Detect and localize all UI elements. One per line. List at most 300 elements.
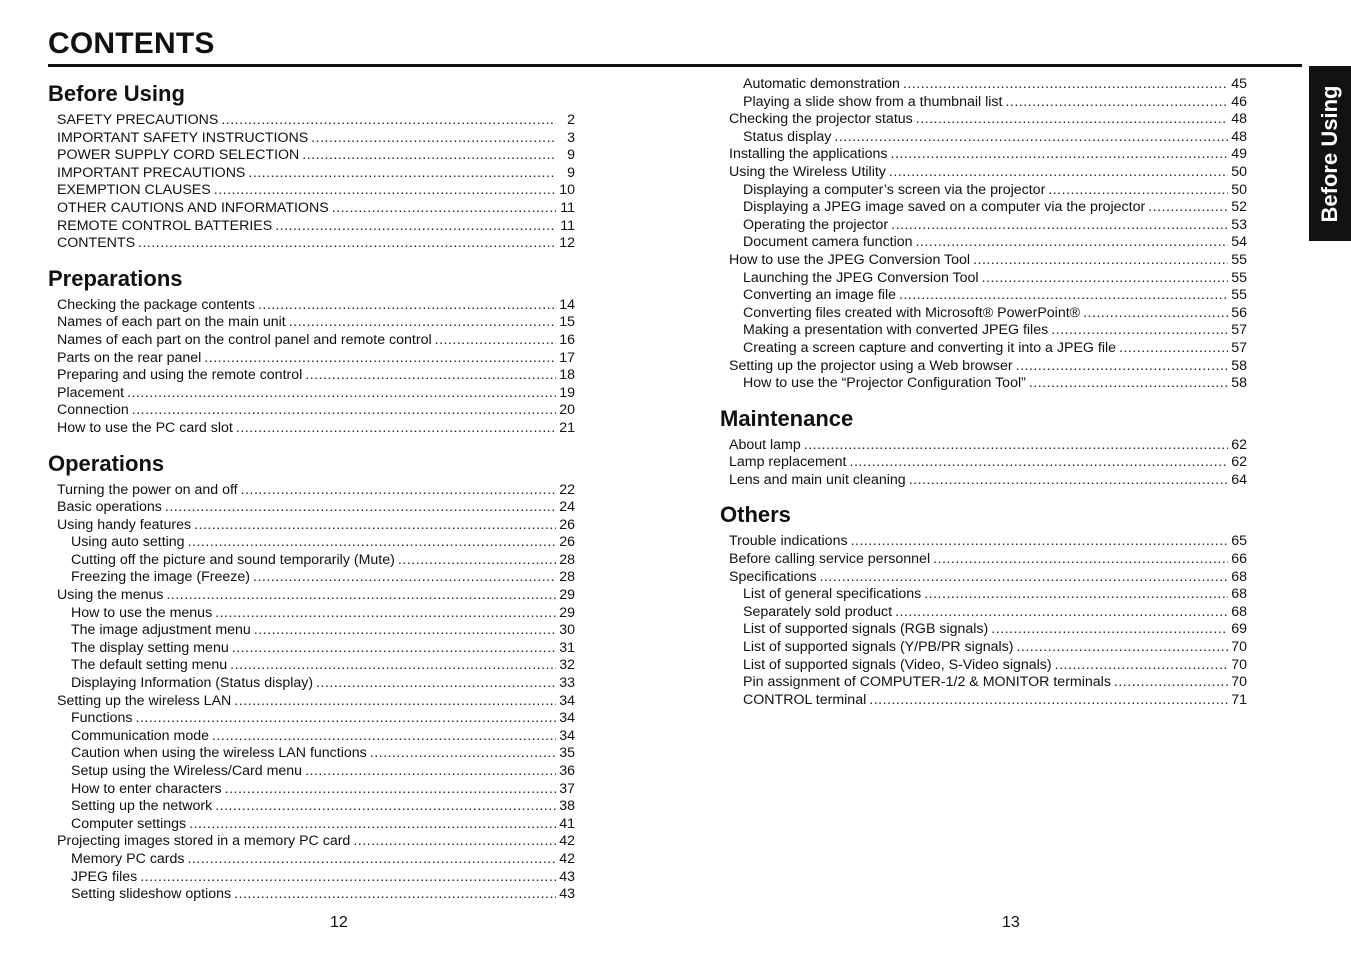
toc-entry[interactable] [48,886,575,904]
toc-entry-label: Using the menus [57,587,164,604]
dot-leader [214,182,556,200]
toc-entry-page: 14 [559,296,575,313]
toc-entry-label: Cutting off the picture and sound temporarily (Mute) [71,551,395,568]
toc-entry-label: Basic operations [57,499,162,516]
toc-entry-list [48,112,575,253]
toc-entry[interactable] [720,639,1247,657]
dot-leader [275,218,556,236]
dot-leader [136,710,556,728]
toc-entry-label: List of supported signals (Video, S-Video signals) [743,656,1052,673]
toc-entry-page: 26 [559,516,575,533]
toc-entry-list [48,297,575,438]
dot-leader [1148,199,1228,217]
dot-leader [232,640,556,658]
toc-entry-page: 64 [1231,471,1247,488]
dot-leader [1029,375,1228,393]
toc-entry[interactable] [48,657,575,675]
toc-entry[interactable] [48,182,575,200]
toc-entry[interactable] [720,322,1247,340]
toc-entry[interactable] [720,111,1247,129]
toc-entry[interactable] [720,604,1247,622]
toc-entry-label: About lamp [729,436,801,453]
toc-entry-page: 30 [559,622,575,639]
dot-leader [165,499,556,517]
toc-entry-page: 53 [1231,216,1247,233]
toc-entry-label: Creating a screen capture and converting it into a JPEG file [743,339,1117,356]
toc-entry-page: 34 [559,710,575,727]
section-heading-operations: Operations [48,450,165,476]
toc-entry[interactable] [48,534,575,552]
toc-entry[interactable] [48,816,575,834]
toc-entry-page: 37 [559,780,575,797]
toc-entry-label: How to use the “Projector Configuration Tool” [743,375,1026,392]
dot-leader [973,252,1228,270]
toc-entry-page: 22 [559,481,575,498]
toc-entry-label: The image adjustment menu [71,622,251,639]
toc-entry-page: 62 [1231,436,1247,453]
toc-entry-label: Caution when using the wireless LAN functions [71,745,367,762]
section-heading-preparations: Preparations [48,265,183,291]
dot-leader [189,816,556,834]
toc-entry-page: 50 [1231,163,1247,180]
toc-entry[interactable] [48,833,575,851]
toc-entry-label: Setting up the projector using a Web browser [729,357,1013,374]
dot-leader [305,763,556,781]
toc-entry-label: Projecting images stored in a memory PC card [57,833,351,850]
toc-entry-label: The default setting menu [71,657,228,674]
toc-entry-label: IMPORTANT SAFETY INSTRUCTIONS [57,129,309,146]
title-rule [48,64,1302,67]
toc-entry[interactable] [48,622,575,640]
toc-entry[interactable] [48,165,575,183]
toc-entry[interactable] [48,517,575,535]
toc-entry-page: 50 [1231,181,1247,198]
toc-entry-page: 38 [559,798,575,815]
toc-entry[interactable] [720,164,1247,182]
dot-leader [254,622,556,640]
toc-entry[interactable] [48,869,575,887]
toc-entry-page: 11 [560,217,575,234]
toc-entry-label: Operating the projector [743,216,889,233]
toc-entry-label: List of supported signals (RGB signals) [743,621,989,638]
toc-entry-page: 32 [559,657,575,674]
dot-leader [903,76,1228,94]
dot-leader [916,234,1228,252]
toc-entry-page: 48 [1231,111,1247,128]
toc-entry-label: Document camera function [743,234,913,251]
dot-leader [311,130,556,148]
dot-leader [215,605,556,623]
toc-entry-label: Playing a slide show from a thumbnail list [743,93,1003,110]
toc-entry-list [720,437,1247,490]
toc-entry-page: 43 [559,886,575,903]
toc-entry-label: Names of each part on the control panel and remote control [57,331,432,348]
toc-entry[interactable] [48,798,575,816]
dot-leader [891,217,1228,235]
toc-entry-page: 69 [1231,621,1247,638]
toc-entry-page: 58 [1231,357,1247,374]
toc-entry[interactable] [48,420,575,438]
dot-leader [248,165,556,183]
toc-entry[interactable] [48,710,575,728]
dot-leader [212,728,556,746]
toc-entry[interactable] [48,569,575,587]
toc-entry-page: 70 [1231,674,1247,691]
dot-leader [332,200,556,218]
toc-entry[interactable] [720,657,1247,675]
toc-entry-page: 29 [559,604,575,621]
dot-leader [234,693,556,711]
toc-entry[interactable] [720,533,1247,551]
dot-leader [899,287,1228,305]
toc-entry-page: 66 [1231,551,1247,568]
toc-entry[interactable] [48,147,575,165]
page-number-left: 12 [330,914,348,931]
page-number-right: 13 [1002,914,1020,931]
toc-entry[interactable] [48,763,575,781]
dot-leader [1048,182,1228,200]
dot-leader [1005,94,1228,112]
dot-leader [132,402,556,420]
dot-leader [258,297,556,315]
dot-leader [215,798,556,816]
toc-entry-page: 65 [1231,533,1247,550]
dot-leader [924,586,1228,604]
toc-entry-label: Setting up the wireless LAN [57,692,232,709]
toc-right-column [720,76,1247,721]
toc-entry-label: CONTROL terminal [743,691,867,708]
toc-entry-label: Lamp replacement [729,454,847,471]
toc-entry-label: Displaying a JPEG image saved on a computer via the projector [743,199,1146,216]
toc-entry-page: 70 [1231,639,1247,656]
toc-entry-label: Computer settings [71,815,187,832]
dot-leader [370,745,556,763]
toc-entry-page: 71 [1231,691,1247,708]
toc-entry-page: 55 [1231,269,1247,286]
toc-entry-page: 54 [1231,234,1247,251]
toc-entry-page: 12 [559,235,575,252]
toc-entry-label: REMOTE CONTROL BATTERIES [57,217,273,234]
dot-leader [188,851,556,869]
dot-leader [1055,657,1228,675]
dot-leader [398,552,556,570]
toc-entry-page: 57 [1231,322,1247,339]
toc-entry-label: Separately sold product [743,603,893,620]
dot-leader [127,385,556,403]
toc-entry-label: Parts on the rear panel [57,349,202,366]
toc-entry-page: 36 [559,763,575,779]
toc-entry-label: How to use the menus [71,604,213,621]
toc-entry-label: JPEG files [71,868,138,885]
toc-entry[interactable] [720,621,1247,639]
dot-leader [1051,322,1228,340]
toc-entry[interactable] [720,76,1247,94]
toc-entry[interactable] [48,587,575,605]
toc-entry-page: 19 [559,384,575,401]
toc-entry-label: Checking the projector status [729,111,913,128]
toc-entry-label: Lens and main unit cleaning [729,471,906,488]
toc-entry[interactable] [720,146,1247,164]
dot-leader [991,621,1228,639]
section-heading-before-using: Before Using [48,81,185,106]
dot-leader [916,111,1228,129]
toc-entry-label: List of supported signals (Y/PB/PR signals) [743,639,1014,656]
toc-entry-label: Displaying Information (Status display) [71,675,314,692]
dot-leader [140,869,556,887]
dot-leader [889,164,1228,182]
dot-leader [1083,305,1228,323]
toc-entry[interactable] [720,129,1247,147]
toc-entry-page: 62 [1231,454,1247,471]
toc-entry[interactable] [48,332,575,350]
toc-entry-page: 41 [559,815,575,832]
dot-leader [804,437,1228,455]
toc-entry-label: Memory PC cards [71,850,185,867]
toc-entry[interactable] [48,200,575,218]
toc-entry-label: Converting an image file [743,287,896,304]
toc-entry-label: OTHER CAUTIONS AND INFORMATIONS [57,199,329,216]
toc-entry-label: How to use the JPEG Conversion Tool [729,251,971,268]
toc-entry-label: List of general specifications [743,586,922,603]
toc-entry-label: Placement [57,384,125,401]
toc-entry[interactable] [48,350,575,368]
toc-entry-label: Installing the applications [729,146,888,163]
dot-leader [933,551,1228,569]
side-tab-label: Before Using [1317,85,1342,222]
dot-leader [891,146,1228,164]
toc-entry-page: 28 [559,551,575,568]
dot-leader [234,886,556,904]
toc-entry-label: IMPORTANT PRECAUTIONS [57,164,246,181]
toc-entry[interactable] [720,182,1247,200]
toc-entry-page: 18 [559,367,575,384]
toc-entry-list [720,76,1247,393]
toc-entry-label: Setting slideshow options [71,886,232,903]
toc-entry-page: 10 [559,182,575,199]
toc-entry-label: Making a presentation with converted JPEG files [743,322,1049,339]
toc-entry-label: Using the Wireless Utility [729,163,886,180]
section-heading-others: Others [720,502,791,528]
toc-entry-label: Launching the JPEG Conversion Tool [743,269,979,286]
toc-entry[interactable] [720,252,1247,270]
dot-leader [851,533,1228,551]
toc-entry-label: Using handy features [57,516,192,533]
dot-leader [289,314,556,332]
toc-entry[interactable] [48,130,575,148]
dot-leader [1016,639,1228,657]
dot-leader [302,147,556,165]
toc-entry-label: Specifications [729,568,817,585]
toc-entry-page: 55 [1231,251,1247,268]
toc-entry[interactable] [48,675,575,693]
toc-entry-page: 55 [1231,287,1247,304]
dot-leader [305,367,556,385]
toc-entry-label: How to use the PC card slot [57,419,233,436]
toc-entry[interactable] [48,640,575,658]
toc-entry-label: EXEMPTION CLAUSES [57,182,211,199]
toc-entry-page: 42 [559,833,575,850]
toc-entry[interactable] [48,693,575,711]
toc-entry-page: 34 [559,727,575,744]
toc-entry-label: Setting up the network [71,798,213,815]
toc-entry-label: Status display [743,128,832,145]
toc-entry[interactable] [720,358,1247,376]
toc-entry-label: Names of each part on the main unit [57,314,286,331]
toc-entry-label: POWER SUPPLY CORD SELECTION [57,147,300,164]
toc-entry-page: 33 [559,675,575,692]
toc-entry-page: 28 [559,569,575,586]
toc-entry-page: 31 [559,639,575,656]
toc-entry-list [48,482,575,904]
dot-leader [1016,358,1228,376]
toc-entry-label: The display setting menu [71,639,229,656]
toc-entry-page: 68 [1231,603,1247,620]
toc-entry[interactable] [48,235,575,253]
toc-entry-label: Before calling service personnel [729,551,931,568]
toc-entry[interactable] [48,781,575,799]
toc-entry-page: 17 [559,349,575,366]
toc-entry[interactable] [720,586,1247,604]
dot-leader [316,675,556,693]
toc-entry[interactable] [720,287,1247,305]
toc-entry-label: Using auto setting [71,534,185,551]
dot-leader [194,517,556,535]
toc-entry-label: Pin assignment of COMPUTER-1/2 & MONITOR terminals [743,674,1111,691]
dot-leader [982,270,1228,288]
dot-leader [353,833,556,851]
toc-entry-label: Freezing the image (Freeze) [71,569,250,586]
toc-entry[interactable] [720,234,1247,252]
toc-entry-page: 68 [1231,568,1247,585]
toc-entry[interactable] [720,551,1247,569]
toc-entry-page: 20 [559,402,575,419]
toc-entry[interactable] [720,340,1247,358]
toc-entry[interactable] [48,297,575,315]
toc-entry[interactable] [48,385,575,403]
toc-entry[interactable] [720,199,1247,217]
toc-entry[interactable] [720,217,1247,235]
toc-entry[interactable] [48,745,575,763]
dot-leader [834,129,1228,147]
toc-entry-page: 29 [559,587,575,604]
page-title: CONTENTS [48,27,215,60]
toc-entry[interactable] [720,454,1247,472]
toc-entry[interactable] [720,94,1247,112]
dot-leader [869,692,1228,710]
toc-entry-label: Preparing and using the remote control [57,367,303,384]
dot-leader [820,569,1228,587]
dot-leader [1114,674,1228,692]
dot-leader [241,482,556,500]
dot-leader [909,472,1228,490]
section-side-tab [1309,66,1351,241]
toc-entry-page: 57 [1231,339,1247,356]
toc-entry-page: 43 [559,868,575,885]
toc-entry-label: Trouble indications [729,533,848,550]
dot-leader [895,604,1228,622]
dot-leader [253,569,556,587]
toc-entry-label: CONTENTS [57,235,136,252]
toc-entry-page: 56 [1231,304,1247,321]
dot-leader [204,350,556,368]
toc-entry[interactable] [720,692,1247,710]
toc-entry[interactable] [48,112,575,130]
dot-leader [435,332,556,350]
toc-entry[interactable] [48,728,575,746]
toc-entry[interactable] [720,305,1247,323]
dot-leader [188,534,556,552]
toc-left-column [48,80,575,916]
toc-entry[interactable] [48,482,575,500]
dot-leader [236,420,556,438]
toc-entry-page: 70 [1231,656,1247,673]
toc-entry-label: Connection [57,402,129,419]
toc-entry[interactable] [720,437,1247,455]
toc-entry[interactable] [48,367,575,385]
dot-leader [225,781,556,799]
toc-entry-page: 15 [559,314,575,331]
toc-entry-page: 48 [1231,128,1247,145]
toc-entry-label: Displaying a computer’s screen via the projector [743,181,1046,198]
toc-entry[interactable] [48,314,575,332]
toc-entry-page: 9 [567,164,575,181]
toc-entry-label: Communication mode [71,727,209,744]
toc-entry[interactable] [48,851,575,869]
toc-entry-page: 68 [1231,586,1247,603]
dot-leader [138,235,556,253]
toc-entry-page: 9 [567,147,575,164]
dot-leader [166,587,556,605]
toc-entry-label: Automatic demonstration [743,76,900,92]
toc-entry[interactable] [720,375,1247,393]
dot-leader [1119,340,1228,358]
toc-entry-label: Checking the package contents [57,296,255,313]
toc-entry-page: 2 [567,112,575,128]
toc-entry[interactable] [48,402,575,420]
toc-entry[interactable] [720,674,1247,692]
toc-entry-page: 24 [559,499,575,516]
toc-entry-list [720,533,1247,709]
dot-leader [850,454,1228,472]
toc-entry-page: 34 [559,692,575,709]
toc-entry-page: 35 [559,745,575,762]
toc-entry-page: 52 [1231,199,1247,216]
toc-entry[interactable] [48,218,575,236]
toc-entry-page: 3 [567,129,575,146]
dot-leader [221,112,556,130]
toc-entry[interactable] [48,552,575,570]
toc-entry[interactable] [48,499,575,517]
toc-entry-page: 42 [559,850,575,867]
toc-entry[interactable] [48,605,575,623]
toc-entry-label: Functions [71,710,133,727]
toc-entry[interactable] [720,569,1247,587]
toc-entry-page: 46 [1231,93,1247,110]
section-heading-maintenance: Maintenance [720,405,854,431]
toc-entry-page: 16 [559,331,575,348]
toc-entry-label: Turning the power on and off [57,481,238,498]
toc-entry-label: Converting files created with Microsoft® PowerPoint® [743,304,1081,321]
toc-entry-label: SAFETY PRECAUTIONS [57,112,219,128]
toc-entry[interactable] [720,472,1247,490]
toc-entry-page: 58 [1231,375,1247,392]
toc-entry-label: Setup using the Wireless/Card menu [71,763,303,779]
toc-entry[interactable] [720,270,1247,288]
toc-entry-page: 26 [559,534,575,551]
toc-entry-page: 45 [1231,76,1247,92]
toc-entry-page: 21 [559,419,575,436]
toc-entry-label: How to enter characters [71,780,222,797]
